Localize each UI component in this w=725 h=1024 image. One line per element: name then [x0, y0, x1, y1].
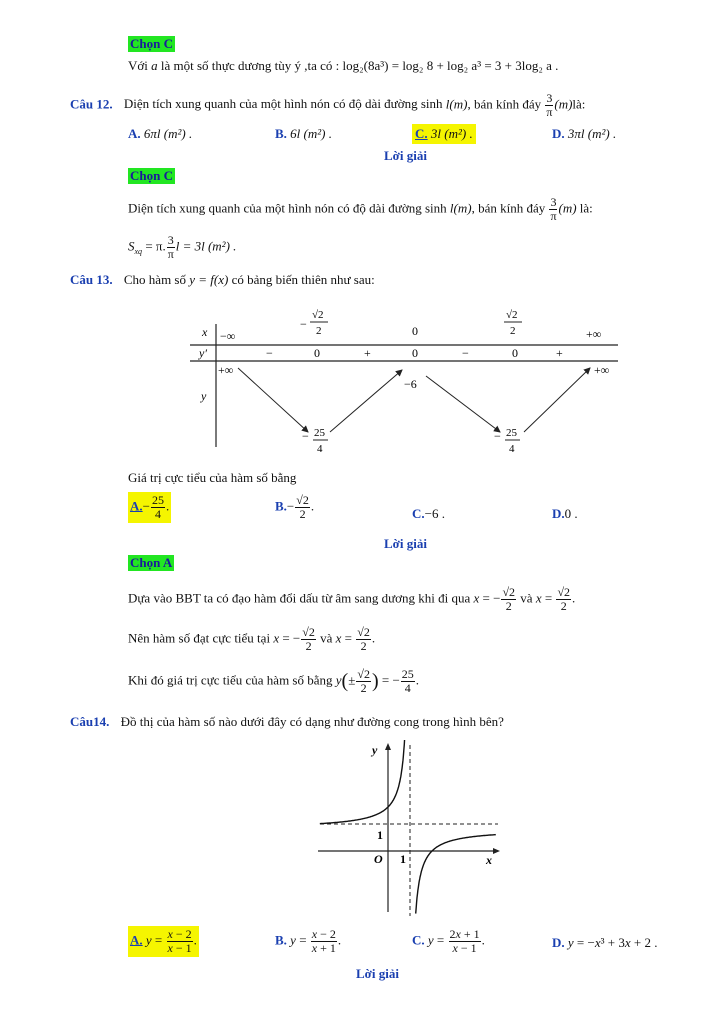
row-yprime-label: y′	[199, 346, 207, 360]
q12-option-c[interactable]: C. 3l (m²) .	[412, 124, 476, 144]
q12-option-d[interactable]: D. 3πl (m²) .	[552, 126, 617, 141]
sign-4: 0	[412, 346, 418, 360]
q13-option-d[interactable]: D.0 .	[552, 506, 578, 521]
var-a: a	[151, 58, 158, 73]
x-zero: 0	[412, 324, 418, 338]
y-min-left-den: 4	[317, 443, 323, 455]
arrow-up-1	[330, 370, 402, 432]
q13-question: Giá trị cực tiểu của hàm số bằng	[128, 470, 297, 485]
question-text: Diện tích xung quanh của một hình nón có độ dài đường sinh	[123, 96, 443, 112]
x-neg-inf: −∞	[220, 329, 236, 343]
solution-heading: Lời giải	[384, 148, 427, 163]
x-axis-arrow	[493, 848, 500, 854]
text: , bán kính đáy	[467, 96, 542, 112]
q14-option-b[interactable]: B. y = $\frac{x - 2}{x + 1}$ .	[275, 927, 342, 955]
y-axis-label: y	[372, 743, 378, 757]
q13-option-c[interactable]: C.−6 .	[412, 506, 445, 521]
sign-7: +	[556, 346, 563, 360]
fraction-3-pi: $\frac{3}{\pi}$	[546, 91, 553, 119]
x1-den: 2	[316, 325, 322, 337]
choice-a-label: Chọn A	[130, 555, 173, 570]
question-14: Câu14. Đồ thị của hàm số nào dưới đây có dạng như đường cong trong hình bên?	[70, 714, 504, 729]
question-13: Câu 13. Cho hàm số y = f(x) có bảng biến thiên như sau:	[70, 272, 375, 287]
text: Với	[128, 58, 148, 73]
solution-heading: Lời giải	[356, 966, 399, 981]
curve-left-branch	[320, 740, 405, 824]
sign-2: 0	[314, 346, 320, 360]
sign-1: −	[266, 346, 273, 360]
text: là một số thực dương tùy ý ,ta có :	[160, 58, 340, 73]
x-neg-sign: −	[300, 317, 307, 331]
q14-option-d[interactable]: D. y = −x³ + 3x + 2 .	[552, 935, 658, 950]
q13-option-b[interactable]: B.− $\frac{√2}{2}$ .	[275, 493, 315, 521]
q12-option-b[interactable]: B. 6l (m²) .	[275, 126, 332, 141]
x3-num: √2	[506, 309, 518, 321]
q14-option-a[interactable]: A. y = $\frac{x - 2}{x - 1}$ .	[130, 927, 197, 955]
y-min-right-num: 25	[506, 427, 517, 439]
slant-height: l(m)	[445, 96, 468, 112]
y-min-right-sign: −	[494, 429, 501, 443]
choice-c-label: Chọn C	[130, 168, 173, 183]
y-min-left-sign: −	[302, 429, 309, 443]
arrow-up-2	[524, 368, 590, 432]
question-12	[70, 92, 585, 119]
sign-6: 0	[512, 346, 518, 360]
sign-5: −	[462, 346, 469, 360]
fraction-3-pi: $\frac{3}{\pi}$	[550, 195, 557, 223]
q13-option-a[interactable]: A.− $\frac{25}{4}$ .	[130, 493, 170, 521]
log-formula: log₂(8a³) = log₂ 8 + log₂ a³ = 3 + 3log₂ a .	[342, 58, 559, 73]
x-pos-inf: +∞	[586, 327, 602, 341]
variation-table	[190, 302, 620, 467]
q12-solution-line: Diện tích xung quanh của một hình nón có độ dài đường sinh l(m), bán kính đáy $\frac{3}{\pi}$ (m) là:	[128, 195, 593, 223]
q14-option-c[interactable]: C. y = $\frac{2x + 1}{x - 1}$ .	[412, 927, 485, 955]
y-one-label: 1	[377, 828, 383, 842]
y-min-left-num: 25	[314, 427, 325, 439]
row-y-label: y	[201, 389, 207, 403]
y-axis-arrow	[385, 743, 391, 750]
text: là:	[572, 96, 586, 112]
x1-num: √2	[312, 309, 324, 321]
x3-den: 2	[510, 325, 516, 337]
arrow-down-2	[426, 376, 500, 432]
q11-solution-line	[128, 58, 558, 74]
q12-option-a[interactable]: A. 6πl (m²) .	[128, 126, 193, 141]
function-graph	[318, 740, 502, 918]
x-one-label: 1	[400, 852, 406, 866]
y-pos-inf-right: +∞	[594, 363, 610, 377]
q13-sol-line-2: Nên hàm số đạt cực tiểu tại x = − $\frac{√2}{2}$ và x = $\frac{√2}{2}$ .	[128, 625, 376, 653]
q13-sol-line-1: Dựa vào BBT ta có đạo hàm đổi dấu từ âm sang dương khi đi qua x = − $\frac{√2}{2}$ và x = $\frac{√2}{2}$ .	[128, 585, 576, 613]
question-number: Câu 12.	[70, 96, 113, 112]
q13-sol-line-3: Khi đó giá trị cực tiểu của hàm số bằng y(± $\frac{√2}{2}$ ) = − $\frac{25}{4}$ .	[128, 667, 420, 695]
sign-3: +	[364, 346, 371, 360]
choice-c-label: Chọn C	[130, 36, 173, 51]
arrow-down-1	[238, 368, 308, 432]
y-local-max: −6	[404, 377, 417, 391]
y-min-right-den: 4	[509, 443, 515, 455]
origin-label: O	[374, 852, 383, 866]
row-x-label: x	[202, 325, 208, 339]
curve-right-branch	[416, 835, 496, 914]
y-pos-inf-left: +∞	[218, 363, 234, 377]
unit: (m)	[554, 96, 573, 112]
x-axis-label: x	[486, 853, 492, 867]
solution-heading: Lời giải	[384, 536, 427, 551]
q12-formula: $S_{xq} = \pi$. $\frac{3}{\pi}$ l = 3l (m²) .	[128, 233, 237, 261]
